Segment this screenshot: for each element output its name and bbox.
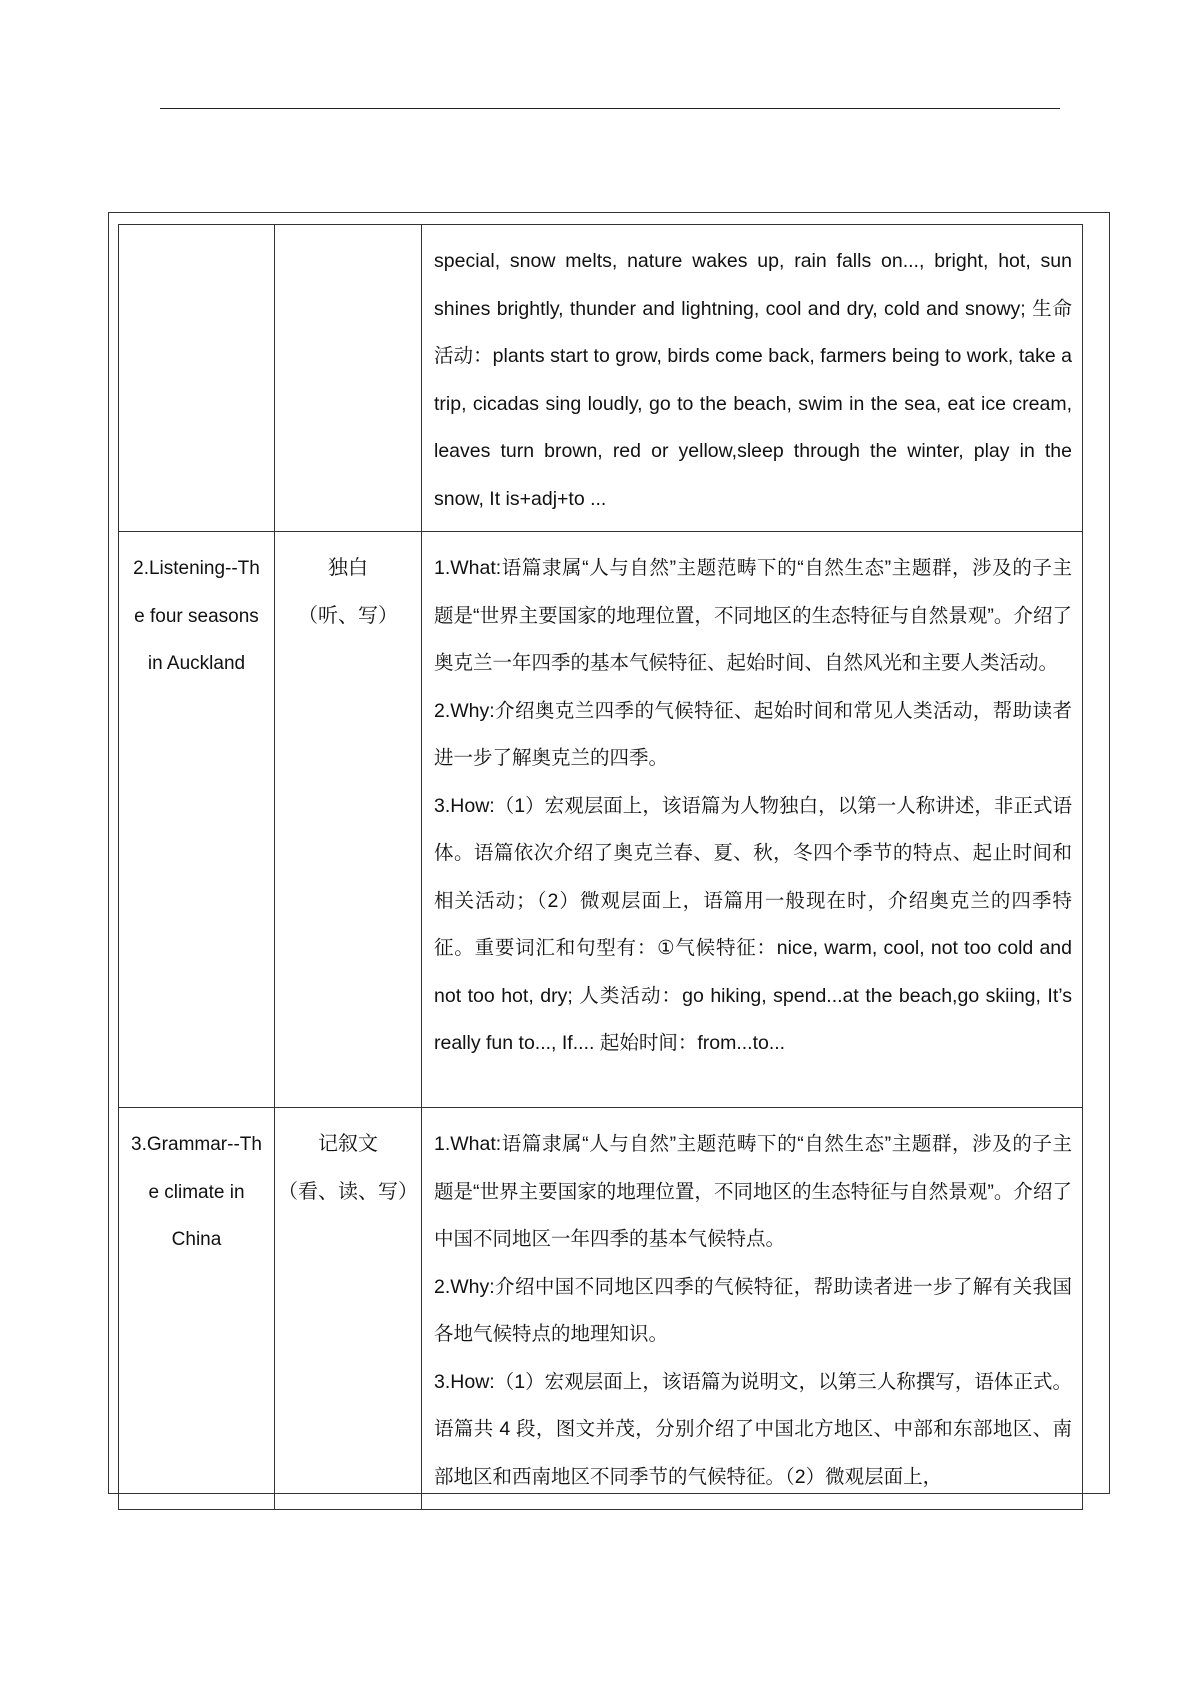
section-title-line: e four seasons	[134, 605, 259, 627]
why-paragraph: 2.Why:介绍奥克兰四季的气候特征、起始时间和常见人类活动，帮助读者进一步了解奥克兰的四季。	[434, 699, 1072, 769]
text-type-cell	[275, 225, 422, 532]
text-type-cell	[275, 532, 422, 1108]
section-title-line: China	[171, 1229, 222, 1250]
section-title-line: in Auckland	[147, 653, 246, 674]
text-type-label: 独白	[328, 557, 368, 579]
what-paragraph: 1.What:语篇隶属“人与自然”主题范畴下的“自然生态”主题群，涉及的子主题是“世界主要国家的地理位置，不同地区的生态特征与自然景观”。介绍了奥克兰一年四季的基本气候特征、起始时间、自然风光和主要人类活动。	[434, 557, 1072, 674]
how-paragraph: 3.How:（1）宏观层面上，该语篇为说明文，以第三人称撰写，语体正式。语篇共 4 段，图文并茂，分别介绍了中国北方地区、中部和东部地区、南部地区和西南地区不同季节的气候特征。（2）微观层面上，	[434, 1370, 1072, 1488]
what-paragraph: 1.What:语篇隶属“人与自然”主题范畴下的“自然生态”主题群，涉及的子主题是“世界主要国家的地理位置，不同地区的生态特征与自然景观”。介绍了中国不同地区一年四季的基本气候特点。	[434, 1133, 1072, 1250]
text-type-cell	[275, 1108, 422, 1510]
section-title-line: 2.Listening--Th	[133, 558, 260, 579]
header-rule	[160, 108, 1060, 109]
content-cell	[422, 225, 1083, 532]
text-type-label: 记叙文	[318, 1133, 378, 1155]
content-cell	[422, 532, 1083, 1108]
section-title-line: e climate in	[148, 1181, 245, 1203]
table-row	[119, 1108, 1083, 1510]
how-paragraph: 3.How:（1）宏观层面上，该语篇为人物独白，以第一人称讲述，非正式语体。语篇依次介绍了奥克兰春、夏、秋，冬四个季节的特点、起止时间和相关活动；（2）微观层面上，语篇用一般现在时，介绍奥克兰的四季特征。重要词汇和句型有：①气候特征：nice, warm, cool, not too cold and not too hot, dry; 人类活动：go hiking, spend...at the beach,go skiing, It’s really fun to..., If.... 起始时间：from...to...	[434, 794, 1072, 1054]
section-title-line: 3.Grammar--Th	[131, 1134, 262, 1155]
why-paragraph: 2.Why:介绍中国不同地区四季的气候特征，帮助读者进一步了解有关我国各地气候特点的地理知识。	[434, 1275, 1072, 1345]
content-cell	[422, 1108, 1083, 1510]
table-row	[119, 225, 1083, 532]
content-paragraph: special, snow melts, nature wakes up, rain falls on..., bright, hot, sun shines brightly, thunder and lightning, cool and dry, cold and snowy; 生命活动：plants start to grow, birds come back, farmers being to work, take a trip, cicadas sing loudly, go to the beach, swim in the sea, eat ice cream, leaves turn brown, red or yellow,sleep through the winter, play in the snow, It is+adj+to ...	[434, 250, 1072, 510]
section-cell	[119, 1108, 275, 1510]
skills-label: （看、读、写）	[278, 1180, 418, 1203]
skills-label: （听、写）	[298, 604, 398, 627]
lesson-analysis-table	[118, 224, 1083, 1510]
section-cell	[119, 532, 275, 1108]
section-cell	[119, 225, 275, 532]
table-row	[119, 532, 1083, 1108]
